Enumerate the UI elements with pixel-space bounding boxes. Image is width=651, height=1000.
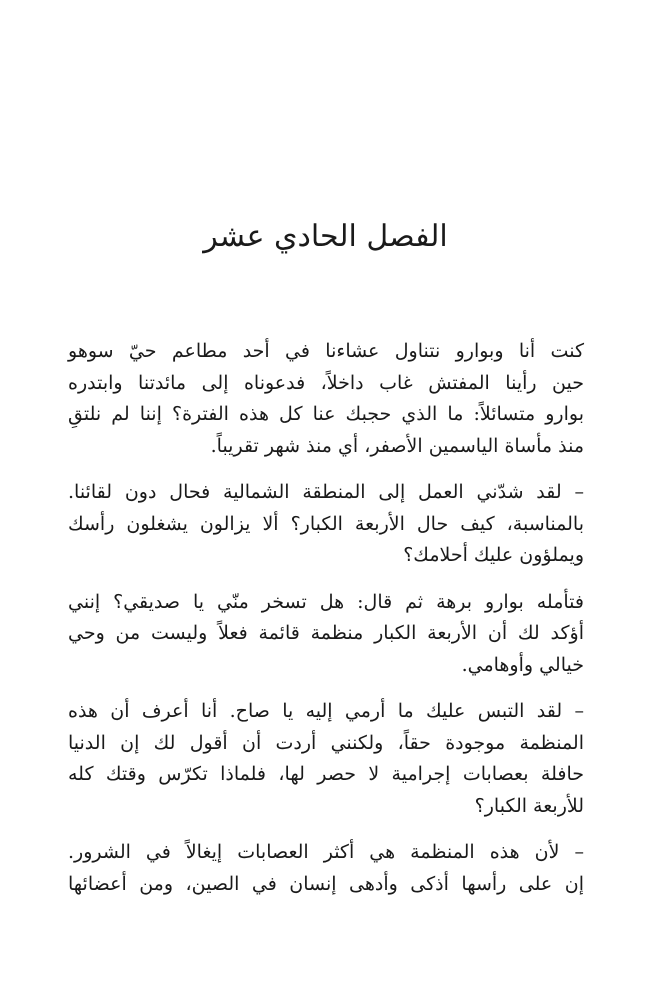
- text-line: خيالي وأوهامي.: [461, 653, 584, 676]
- paragraph-4: [68, 696, 584, 822]
- text-line: بوارو متسائلاً: ما الذي حجبك عنا كل هذه الفترة؟ إننا لم نلتقِ: [68, 403, 584, 425]
- text-line: حين رأينا المفتش غاب داخلاً، فدعوناه إلى مائدتنا وابتدره: [68, 371, 584, 394]
- text-line: ويملؤون عليك أحلامك؟: [403, 544, 584, 566]
- paragraph-2: [68, 477, 584, 572]
- paragraph-3: [68, 587, 584, 682]
- paragraph-5: [68, 837, 584, 900]
- text-line: – لأن هذه المنظمة هي أكثر العصابات إيغالاً في الشرور.: [68, 841, 584, 863]
- text-line: أؤكد لك أن الأربعة الكبار منظمة قائمة فعلاً وليست من وحي: [68, 622, 584, 644]
- text-line: كنت أنا وبوارو نتناول عشاءنا في أحد مطاعم حيّ سوهو: [68, 340, 584, 362]
- text-line: فتأمله بوارو برهة ثم قال: هل تسخر منّي يا صديقي؟ إنني: [68, 590, 584, 613]
- text-line: إن على رأسها أذكى وأدهى إنسان في الصين، ومن أعضائها: [68, 872, 584, 895]
- chapter-body: [68, 336, 584, 915]
- chapter-title: الفصل الحادي عشر: [203, 219, 448, 254]
- text-line: منذ مأساة الياسمين الأصفر، أي منذ شهر تقريباً.: [210, 434, 584, 457]
- text-line: المنظمة موجودة حقاً، ولكنني أردت أن أقول لك إن الدنيا: [68, 731, 584, 754]
- paragraph-1: [68, 336, 584, 462]
- text-line: – لقد التبس عليك ما أرمي إليه يا صاح. أنا أعرف أن هذه: [68, 700, 584, 722]
- text-line: بالمناسبة، كيف حال الأربعة الكبار؟ ألا يزالون يشغلون رأسك: [68, 512, 584, 535]
- text-line: للأربعة الكبار؟: [474, 794, 584, 817]
- text-line: حافلة بعصابات إجرامية لا حصر لها، فلماذا تكرّس وقتك كله: [68, 763, 584, 785]
- text-line: – لقد شدّني العمل إلى المنطقة الشمالية فحال دون لقائنا.: [68, 481, 584, 503]
